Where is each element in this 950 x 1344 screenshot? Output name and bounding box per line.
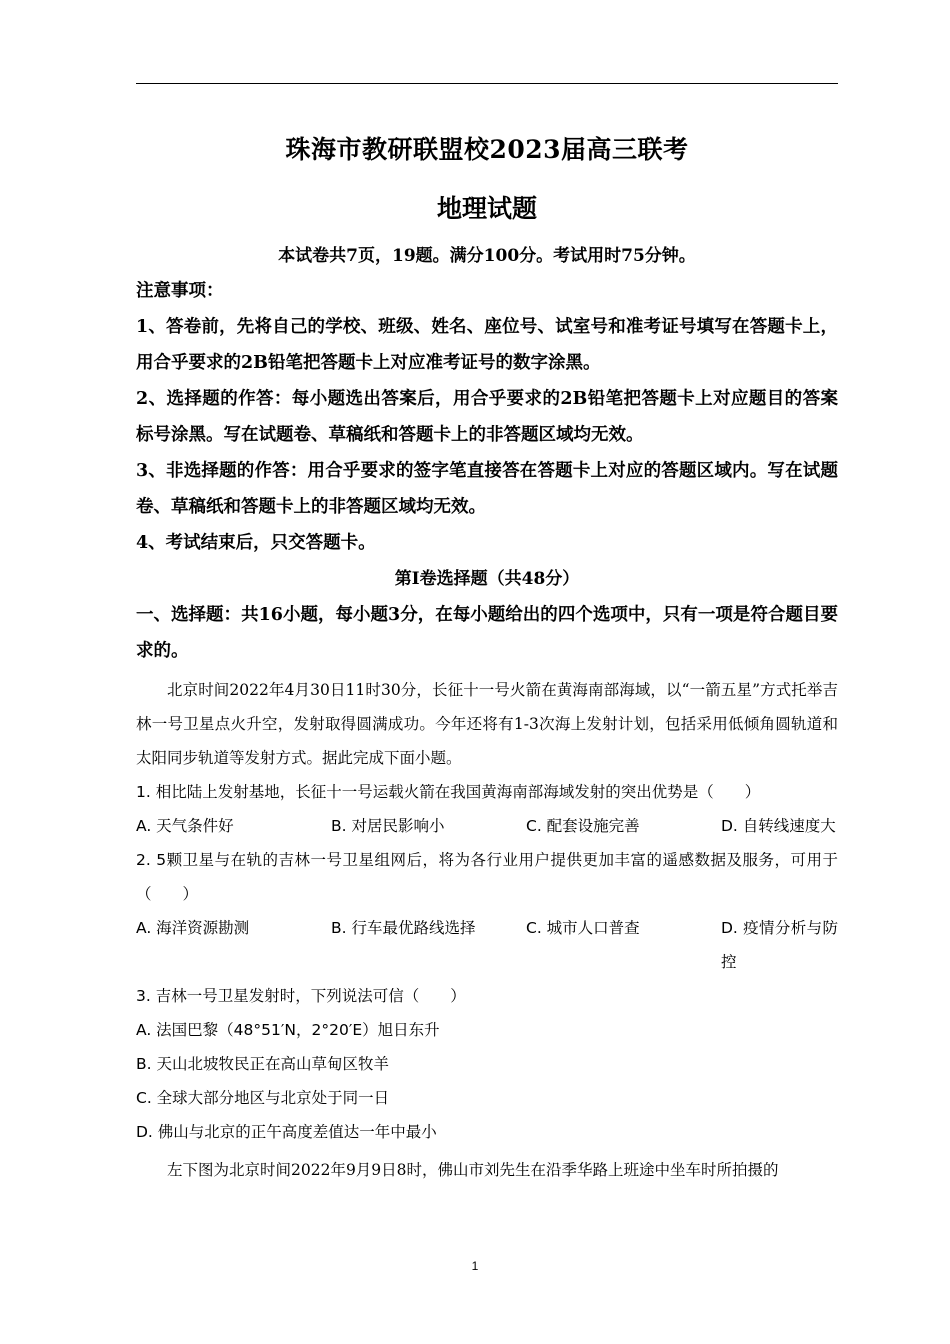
option-a: A. 法国巴黎（48°51′N，2°20′E）旭日东升: [136, 1021, 440, 1039]
options-row: [136, 911, 838, 979]
option-c: C. 配套设施完善: [526, 817, 640, 835]
option-b: B. 对居民影响小: [331, 817, 445, 835]
notice-item: 4、考试结束后，只交答题卡。: [136, 533, 376, 553]
question-stem: 2. 5颗卫星与在轨的吉林一号卫星组网后，将为各行业用户提供更加丰富的遥感数据及服务，可用于（ ）: [136, 851, 838, 903]
option-b: B. 天山北坡牧民正在高山草甸区牧羊: [136, 1055, 389, 1073]
option-d: D. 疫情分析与防控: [721, 919, 838, 971]
option-a: A. 海洋资源勘测: [136, 919, 250, 937]
exam-title: 珠海市教研联盟校2023届高三联考: [285, 135, 689, 164]
header-rule: [136, 83, 838, 84]
option-c: C. 全球大部分地区与北京处于同一日: [136, 1089, 390, 1107]
exam-info: 本试卷共7页，19题。满分100分。考试用时75分钟。: [278, 246, 696, 266]
notice-heading: 注意事项：: [136, 281, 224, 301]
question-stem: 1. 相比陆上发射基地，长征十一号运载火箭在我国黄海南部海域发射的突出优势是（ ）: [136, 783, 761, 801]
page-number: 1: [471, 1259, 479, 1273]
section-header: 第Ⅰ卷选择题（共48分）: [394, 569, 580, 589]
reading-material: 北京时间2022年4月30日11时30分，长征十一号火箭在黄海南部海域，以“一箭五星”方式托举吉林一号卫星点火升空，发射取得圆满成功。今年还将有1-3次海上发射计划，包括采用低倾角圆轨道和太阳同步轨道等发射方式。据此完成下面小题。: [136, 681, 838, 767]
option-b: B. 行车最优路线选择: [331, 919, 476, 937]
option-c: C. 城市人口普查: [526, 919, 640, 937]
notice-item: 1、答卷前，先将自己的学校、班级、姓名、座位号、试室号和准考证号填写在答题卡上，用合乎要求的2B铅笔把答题卡上对应准考证号的数字涂黑。: [136, 317, 838, 373]
notice-item: 3、非选择题的作答：用合乎要求的签字笔直接答在答题卡上对应的答题区域内。写在试题卷、草稿纸和答题卡上的非答题区域均无效。: [136, 461, 838, 517]
section-instruction: 一、选择题：共16小题，每小题3分，在每小题给出的四个选项中，只有一项是符合题目要求的。: [136, 605, 838, 661]
reading-material: 左下图为北京时间2022年9月9日8时，佛山市刘先生在沿季华路上班途中坐车时所拍摄的: [167, 1161, 779, 1179]
option-a: A. 天气条件好: [136, 817, 234, 835]
option-d: D. 佛山与北京的正午高度差值达一年中最小: [136, 1123, 437, 1141]
notice-item: 2、选择题的作答：每小题选出答案后，用合乎要求的2B铅笔把答题卡上对应题目的答案标号涂黑。写在试题卷、草稿纸和答题卡上的非答题区域均无效。: [136, 389, 838, 445]
option-d: D. 自转线速度大: [721, 817, 836, 835]
subject-title: 地理试题: [436, 194, 537, 223]
question-stem: 3. 吉林一号卫星发射时，下列说法可信（ ）: [136, 987, 466, 1005]
options-row: [136, 809, 838, 843]
page-content: [136, 128, 838, 1187]
